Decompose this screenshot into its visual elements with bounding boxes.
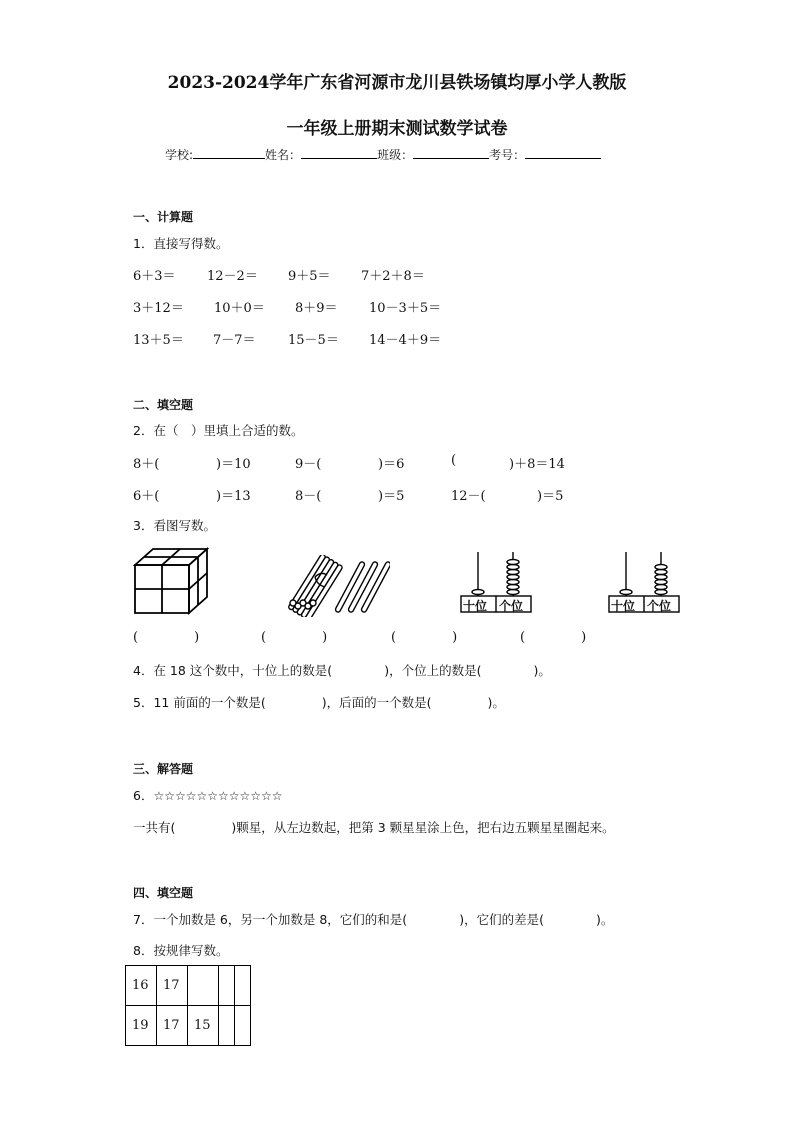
table-cell: 15 — [188, 1006, 219, 1046]
fill-part: 12－( — [451, 489, 486, 504]
answer-paren[interactable]: ( ) — [391, 630, 458, 645]
fill-part: )＝5 — [378, 489, 405, 504]
abacus-1-tens-label: 十位 — [463, 599, 488, 613]
id-label: 考号： — [489, 148, 526, 162]
calc-item: 9＋5＝ — [288, 269, 331, 284]
table-cell: 17 — [157, 966, 188, 1006]
abacus-1-ones-label: 个位 — [499, 599, 524, 613]
question-3: 3．看图写数。 — [133, 518, 216, 533]
section-title-fill-2: 四、填空题 — [133, 886, 194, 900]
question-4: 4．在 18 这个数中，十位上的数是( )，个位上的数是( )。 — [133, 663, 551, 678]
calc-item: 15－5＝ — [288, 333, 339, 348]
table-row — [126, 966, 251, 1006]
table-cell[interactable] — [219, 1006, 235, 1046]
fill-part: 8－( — [295, 489, 322, 504]
fill-part: 8＋( — [133, 457, 160, 472]
fill-part: )＝13 — [216, 489, 251, 504]
abacus-2-ones-label: 个位 — [647, 599, 672, 613]
calc-item: 12－2＝ — [207, 269, 258, 284]
calc-item: 6＋3＝ — [133, 269, 176, 284]
stars-row: ☆☆☆☆☆☆☆☆☆☆☆☆ — [153, 789, 283, 803]
answer-paren[interactable]: ( ) — [520, 630, 587, 645]
fill-part: )＋8＝14 — [509, 457, 565, 472]
table-cell[interactable] — [235, 966, 251, 1006]
table-row — [126, 1006, 251, 1046]
fill-part: )＝5 — [537, 489, 564, 504]
calc-item: 13＋5＝ — [133, 333, 184, 348]
cube-blocks-picture — [133, 545, 211, 617]
name-field[interactable] — [301, 146, 377, 159]
question-8: 8．按规律写数。 — [133, 943, 229, 958]
fill-part: ( — [451, 453, 457, 468]
question-6-text: 一共有( )颗星，从左边数起，把第 3 颗星星涂上色，把右边五颗星星圈起来。 — [133, 820, 615, 835]
question-5: 5．11 前面的一个数是( )，后面的一个数是( )。 — [133, 695, 505, 710]
school-field[interactable] — [193, 146, 265, 159]
table-cell[interactable] — [188, 966, 219, 1006]
calc-item: 10＋0＝ — [214, 301, 265, 316]
id-field[interactable] — [525, 146, 601, 159]
school-label: 学校: — [165, 148, 194, 162]
table-cell[interactable] — [219, 966, 235, 1006]
name-label: 姓名： — [265, 148, 302, 162]
page-title-line-2: 一年级上册期末测试数学试卷 — [286, 119, 508, 139]
question-7: 7．一个加数是 6，另一个加数是 8，它们的和是( )，它们的差是( )。 — [133, 912, 614, 927]
question-6: 6．☆☆☆☆☆☆☆☆☆☆☆☆ — [133, 788, 283, 803]
answer-paren[interactable]: ( ) — [133, 630, 200, 645]
fill-part: )＝10 — [216, 457, 251, 472]
fill-part: 6＋( — [133, 489, 160, 504]
calc-item: 8＋9＝ — [295, 301, 338, 316]
section-title-solve: 三、解答题 — [133, 762, 194, 776]
pattern-table — [125, 965, 251, 1046]
class-label: 班级： — [377, 148, 414, 162]
table-cell[interactable] — [235, 1006, 251, 1046]
question-1: 1．直接写得数。 — [133, 236, 229, 251]
calc-item: 3＋12＝ — [133, 301, 184, 316]
sticks-bundle-picture — [285, 555, 390, 617]
calc-item: 10－3＋5＝ — [369, 301, 442, 316]
table-cell: 19 — [126, 1006, 157, 1046]
student-info-row — [165, 146, 601, 163]
page-title-line-1: 2023-2024学年广东省河源市龙川县铁场镇均厚小学人教版 — [167, 73, 627, 93]
section-title-calc: 一、计算题 — [133, 210, 194, 224]
table-cell: 17 — [157, 1006, 188, 1046]
calc-item: 7－7＝ — [213, 333, 256, 348]
table-cell: 16 — [126, 966, 157, 1006]
abacus-2-tens-label: 十位 — [611, 599, 636, 613]
fill-part: )＝6 — [378, 457, 405, 472]
calc-item: 7＋2＋8＝ — [361, 269, 425, 284]
fill-part: 9－( — [295, 457, 322, 472]
class-field[interactable] — [413, 146, 489, 159]
answer-paren[interactable]: ( ) — [261, 630, 328, 645]
calc-item: 14－4＋9＝ — [369, 333, 442, 348]
section-title-fill: 二、填空题 — [133, 398, 194, 412]
question-2: 2．在（ ）里填上合适的数。 — [133, 423, 304, 438]
